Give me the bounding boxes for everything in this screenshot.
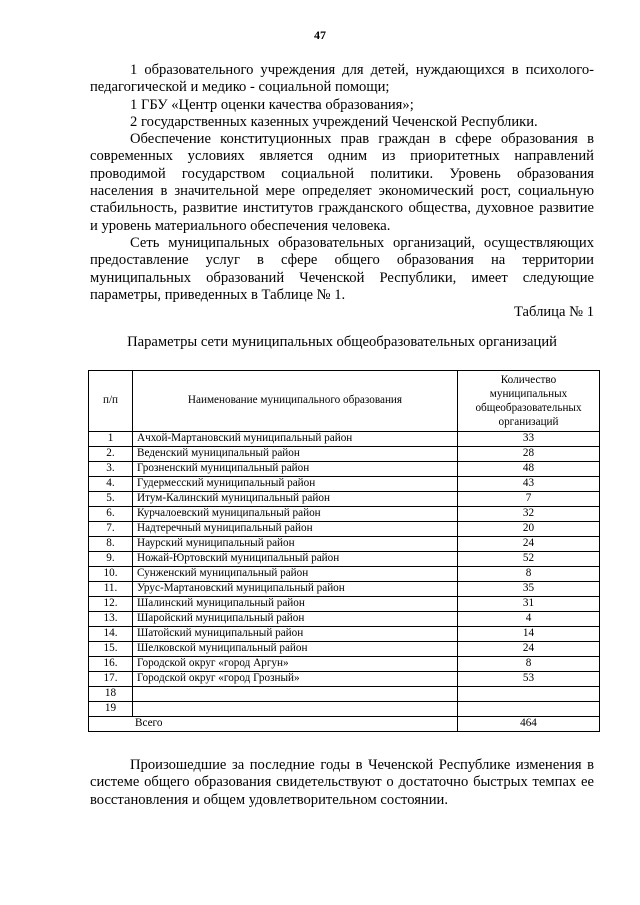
row-name: Шатойский муниципальный район	[133, 627, 458, 642]
row-num: 19	[89, 702, 133, 717]
table-row	[89, 552, 600, 567]
row-num: 5.	[89, 492, 133, 507]
row-num: 1	[89, 432, 133, 447]
row-count: 14	[458, 627, 600, 642]
row-count: 33	[458, 432, 600, 447]
row-name: Городской округ «город Аргун»	[133, 657, 458, 672]
row-num: 13.	[89, 612, 133, 627]
data-table	[88, 370, 600, 732]
row-num: 11.	[89, 582, 133, 597]
paragraph: Произошедшие за последние годы в Чеченской Республике изменения в системе общего образования свидетельствуют о достаточно быстрых темпах ее восстановления и общем удовлетворительном состоянии.	[90, 757, 594, 808]
row-name: Веденский муниципальный район	[133, 447, 458, 462]
row-count: 31	[458, 597, 600, 612]
row-num: 2.	[89, 447, 133, 462]
row-num: 17.	[89, 672, 133, 687]
row-num: 9.	[89, 552, 133, 567]
table-row	[89, 462, 600, 477]
row-name: Шаройский муниципальный район	[133, 612, 458, 627]
row-num: 4.	[89, 477, 133, 492]
table-header-row	[89, 371, 600, 432]
row-name: Ачхой-Мартановский муниципальный район	[133, 432, 458, 447]
table-total-row	[89, 717, 600, 732]
paragraph: 1 образовательного учреждения для детей, нуждающихся в психолого-педагогической и медико - социальной помощи;	[90, 62, 594, 96]
row-name: Курчалоевский муниципальный район	[133, 507, 458, 522]
row-count: 48	[458, 462, 600, 477]
row-name: Сунженский муниципальный район	[133, 567, 458, 582]
table-row	[89, 567, 600, 582]
row-name: Итум-Калинский муниципальный район	[133, 492, 458, 507]
row-count: 24	[458, 537, 600, 552]
table-row	[89, 627, 600, 642]
table-row	[89, 657, 600, 672]
row-count: 35	[458, 582, 600, 597]
row-name	[133, 687, 458, 702]
row-name	[133, 702, 458, 717]
row-count: 28	[458, 447, 600, 462]
row-count: 8	[458, 657, 600, 672]
header-num: п/п	[89, 371, 133, 432]
table-label: Таблица № 1	[514, 304, 594, 321]
header-name: Наименование муниципального образования	[133, 371, 458, 432]
closing-text	[90, 757, 594, 809]
row-name: Грозненский муниципальный район	[133, 462, 458, 477]
row-num: 12.	[89, 597, 133, 612]
row-num: 16.	[89, 657, 133, 672]
paragraph: 1 ГБУ «Центр оценки качества образования»;	[130, 96, 414, 113]
row-name: Шелковской муниципальный район	[133, 642, 458, 657]
row-count: 43	[458, 477, 600, 492]
table-row	[89, 432, 600, 447]
table-row	[89, 612, 600, 627]
row-num: 14.	[89, 627, 133, 642]
row-count: 53	[458, 672, 600, 687]
paragraph: Обеспечение конституционных прав граждан в сфере образования в современных условиях является одним из приоритетных направлений проводимой государством социальной политики. Уровень образования населения в значительной мере определяет экономический рост, социальную стабильность, развитие институтов гражданского общества, духовное развитие и уровень материального обеспечения человека.	[90, 131, 594, 234]
table-row	[89, 597, 600, 612]
row-count: 32	[458, 507, 600, 522]
row-name: Ножай-Юртовский муниципальный район	[133, 552, 458, 567]
table-row	[89, 522, 600, 537]
row-num: 7.	[89, 522, 133, 537]
row-num: 3.	[89, 462, 133, 477]
table-row	[89, 537, 600, 552]
paragraph: 2 государственных казенных учреждений Чеченской Республики.	[130, 113, 538, 130]
paragraph: Сеть муниципальных образовательных организаций, осуществляющих предоставление услуг в сфере общего образования на территории муниципальных образований Чеченской Республики, имеет следующие параметры, приведенных в Таблице № 1.	[90, 234, 594, 303]
row-count: 24	[458, 642, 600, 657]
row-num: 10.	[89, 567, 133, 582]
header-count: Количество муниципальных общеобразовательных организаций	[458, 371, 600, 432]
table-caption: Параметры сети муниципальных общеобразовательных организаций	[127, 334, 557, 351]
table-row	[89, 492, 600, 507]
row-name: Надтеречный муниципальный район	[133, 522, 458, 537]
total-count: 464	[458, 717, 600, 732]
row-num: 18	[89, 687, 133, 702]
table-row	[89, 477, 600, 492]
row-num: 6.	[89, 507, 133, 522]
table-row	[89, 702, 600, 717]
total-label: Всего	[89, 717, 458, 732]
row-name: Гудермесский муниципальный район	[133, 477, 458, 492]
row-num: 15.	[89, 642, 133, 657]
row-count: 4	[458, 612, 600, 627]
row-count: 7	[458, 492, 600, 507]
table-row	[89, 687, 600, 702]
page-number: 47	[314, 28, 326, 42]
row-name: Шалинский муниципальный район	[133, 597, 458, 612]
row-name: Урус-Мартановский муниципальный район	[133, 582, 458, 597]
table-container	[88, 370, 599, 732]
row-name: Городской округ «город Грозный»	[133, 672, 458, 687]
row-count: 8	[458, 567, 600, 582]
row-count	[458, 687, 600, 702]
row-count	[458, 702, 600, 717]
table-row	[89, 507, 600, 522]
table-row	[89, 582, 600, 597]
table-row	[89, 672, 600, 687]
table-row	[89, 642, 600, 657]
row-num: 8.	[89, 537, 133, 552]
table-row	[89, 447, 600, 462]
row-name: Наурский муниципальный район	[133, 537, 458, 552]
body-text	[90, 62, 594, 352]
row-count: 20	[458, 522, 600, 537]
row-count: 52	[458, 552, 600, 567]
